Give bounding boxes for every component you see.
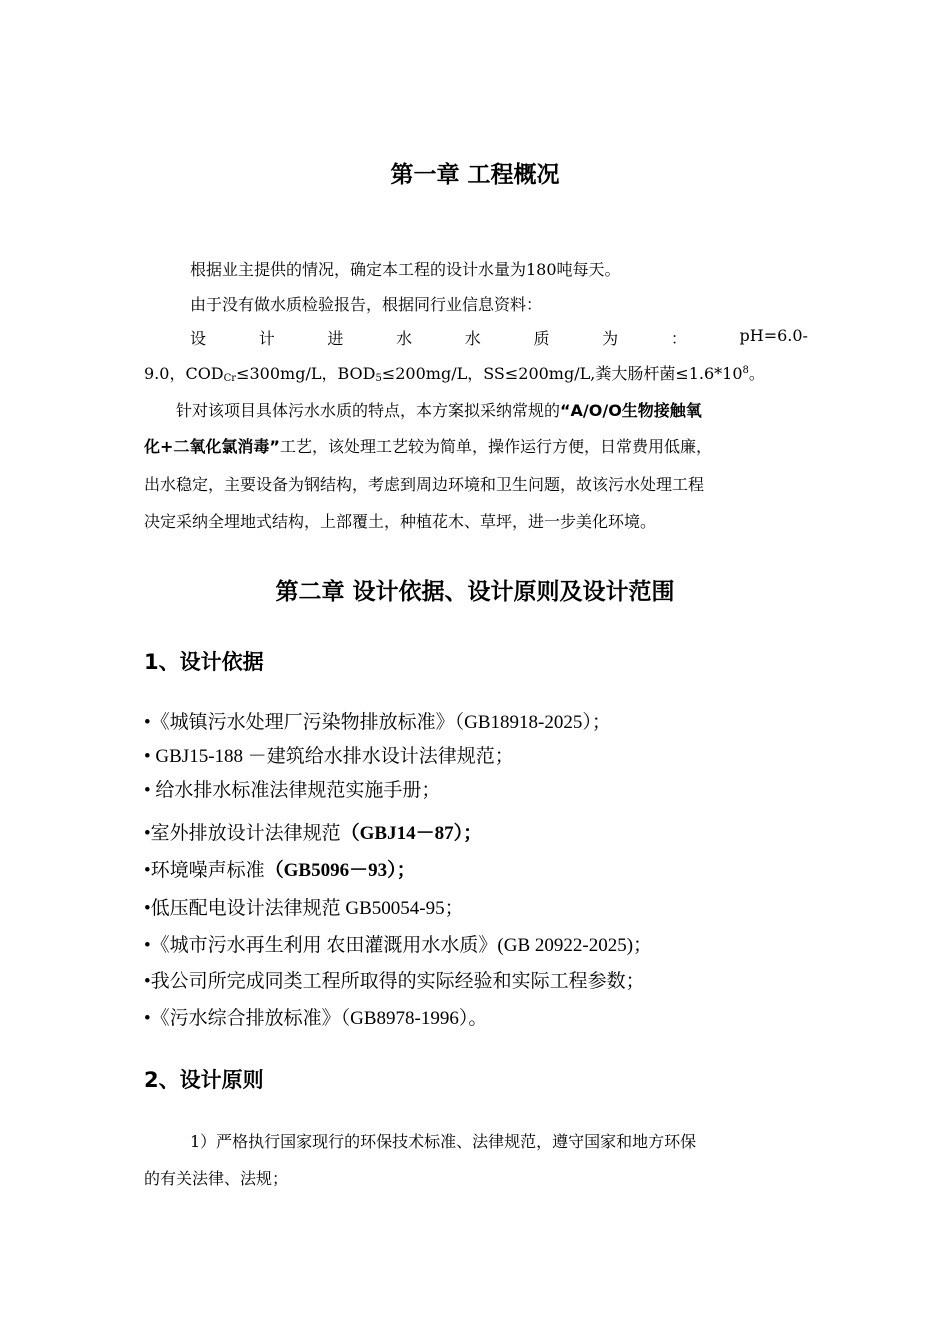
list-item: •我公司所完成同类工程所取得的实际经验和实际工程参数； (144, 971, 645, 992)
section-design-principle-title: 2、设计原则 (144, 1068, 264, 1092)
paragraph-design-flow: 根据业主提供的情况，确定本工程的设计水量为180吨每天。 (190, 260, 621, 279)
process-text: 工艺，该处理工艺较为简单，操作运行方便，日常费用低廉， (279, 437, 712, 456)
list-item: •环境噪声标准（GB5096－93）； (144, 860, 416, 881)
list-item: • GBJ15-188 －建筑给水排水设计法律规范； (144, 746, 514, 767)
section-design-basis-title: 1、设计依据 (144, 650, 264, 674)
quality-text: 9.0，COD (144, 364, 224, 383)
quality-text: ≤300mg/L，BOD (236, 364, 376, 383)
spread-char: 为 (602, 329, 619, 348)
spread-char: 计 (258, 329, 275, 348)
list-item: • 给水排水标准法律规范实施手册； (144, 780, 441, 801)
spread-char: 设 (190, 329, 207, 348)
list-item: •《城市污水再生利用 农田灌溉用水水质》(GB 20922-2025)； (144, 935, 653, 956)
paragraph-process-line4: 决定采纳全埋地式结构，上部覆土，种植花木、草坪，进一步美化环境。 (144, 512, 657, 531)
process-name-bold: “A/O/O生物接触氧 (560, 401, 702, 420)
paragraph-process-line1 (176, 398, 702, 421)
chapter-1-title: 第一章 工程概况 (390, 162, 560, 188)
list-item: •《污水综合排放标准》（GB8978-1996）。 (144, 1008, 488, 1029)
principle-1-line1: 1）严格执行国家现行的环保技术标准、法律规范，遵守国家和地方环保 (190, 1132, 697, 1151)
spread-char: 水 (396, 329, 413, 348)
process-text: 针对该项目具体污水水质的特点，本方案拟采纳常规的 (176, 401, 561, 420)
cod-subscript: Cr (223, 373, 237, 384)
bod-subscript: 5 (375, 373, 382, 384)
paragraph-process-line2 (144, 434, 712, 457)
process-name-bold: 化+二氧化氯消毒” (144, 437, 280, 456)
spread-char: ： (670, 329, 687, 348)
paragraph-no-report: 由于没有做水质检验报告，根据同行业信息资料： (190, 295, 543, 314)
quality-text: ≤200mg/L，SS≤200mg/L,粪大肠杆菌≤1.6*10 (381, 364, 743, 383)
paragraph-influent-quality-line2 (144, 361, 765, 384)
paragraph-process-line3: 出水稳定，主要设备为钢结构，考虑到周边环境和卫生问题，故该污水处理工程 (144, 475, 705, 494)
principle-1-line2: 的有关法律、法规； (144, 1169, 289, 1188)
paragraph-influent-quality-line1 (190, 326, 808, 349)
list-item: •室外排放设计法律规范（GBJ14－87）； (144, 823, 483, 844)
spread-char: 水 (464, 329, 481, 348)
list-item: •《城镇污水处理厂污染物排放标准》（GB18918-2025）； (144, 712, 611, 733)
spread-char: 进 (327, 329, 344, 348)
spread-char: 质 (533, 329, 550, 348)
list-item: •低压配电设计法律规范 GB50054-95； (144, 898, 464, 919)
quality-text: 。 (748, 364, 765, 383)
chapter-2-title: 第二章 设计依据、设计原则及设计范围 (275, 579, 675, 605)
spread-char: pH=6.0- (739, 326, 808, 345)
exponent: 8 (742, 365, 749, 376)
